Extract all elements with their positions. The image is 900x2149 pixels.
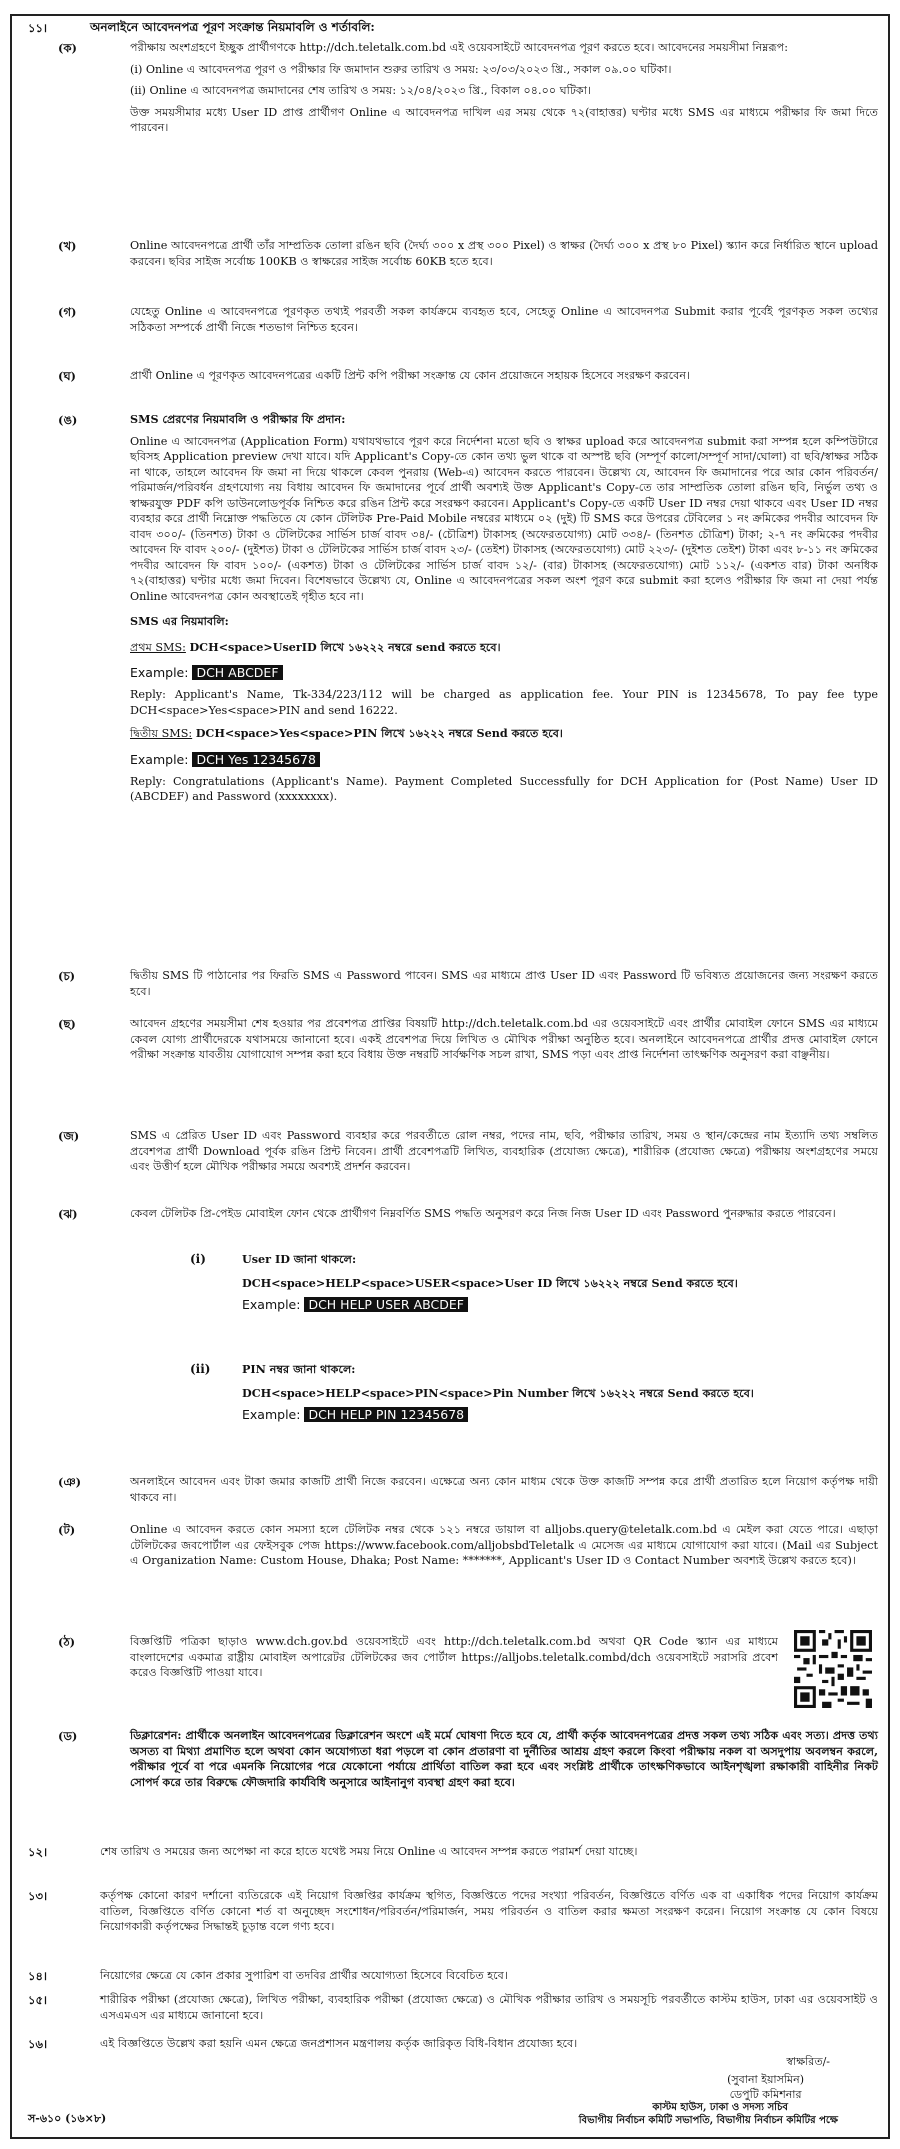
signatory-committee (579, 2115, 838, 2126)
first-sms-reply: Reply: Applicant's Name, Tk-334/223/112 will be charged as application fee. Your PIN is 12345678, To pay fee type DCH<space>Yes<space>PIN and send 16222. (130, 688, 878, 717)
sms-rules-title: SMS এর নিয়মাবলি: (130, 614, 229, 628)
item-text: Online এ আবেদনপত্র (Application Form) যথাযথভাবে পূরণ করে নির্দেশনা মতো ছবি ও স্বাক্ষর upload করে আবেদনপত্র submit করা সম্পন্ন হলে কম্পিউটারে ছবিসহ Application preview দেখা যাবে। যদি Applicant's Copy-তে কোন তথ্য ভুল থাকে বা অস্পষ্ট ছবি (সম্পূর্ণ কালো/সম্পূর্ণ সাদা/ঘোলা) বা ছবি/স্বাক্ষর সঠিক না থাকে, তাহলে আবেদন ফি জমা না দিয়ে থাকলে কেবল পুনরায় (Web-এ) আবেদন করতে পারবেন। উল্লেখ্য যে, আবেদন ফি জমাদানের পরে আর কোন পরিবর্তন/পরিমার্জন/পরিবর্ধন গ্রহণযোগ্য নয় বিধায় আবেদন ফি জমাদানের পূর্বে প্রার্থী অবশ্যই উক্ত Applicant's Copy-তে তার সাম্প্রতিক তোলা রঙিন ছবি, নির্ভুল তথ্য ও স্বাক্ষরযুক্ত PDF কপি ডাউনলোডপূর্বক নিশ্চিত করে রঙিন প্রিন্ট করে সংরক্ষণ করবেন। Applicant's Copy-তে একটি User ID নম্বর দেয়া থাকবে এবং User ID নম্বর ব্যবহার করে প্রার্থী নিম্নোক্ত পদ্ধতিতে যে কোন টেলিটক Pre-Paid Mobile নম্বরের মাধ্যমে ০২ (দুই) টি SMS করে উপরের টেবিলের ১ নং ক্রমিকের পদবীর আবেদন ফি বাবদ ৩০০/- (তিনশত) টাকা ও টেলিটকের সার্ভিস চার্জ বাবদ ৩৪/- (চৌত্রিশ) টাকাসহ (অফেরতযোগ্য) মোট ৩৩৪/- (তিনশত চৌত্রিশ) টাকা; ২-৭ নং ক্রমিকের পদবীর আবেদন ফি বাবদ ২০০/- (দুইশত) টাকা ও টেলিটকের সার্ভিস চার্জ বাবদ ২৩/- (তেইশ) টাকাসহ (অফেরতযোগ্য) মোট ২২৩/- (দুইশত তেইশ) টাকা এবং ৮-১১ নং ক্রমিকের পদবীর আবেদন ফি বাবদ ১০০/- (একশত) টাকা ও টেলিটকের সার্ভিস চার্জ বাবদ ১২/- (বার) টাকাসহ (অফেরতযোগ্য) মোট ১১২/- (একশত বার) টাকা অনধিক ৭২(বাহাত্তর) ঘণ্টার মধ্যে জমা দিবেন। বিশেষভাবে উল্লেখ্য যে, Online এ আবেদনপত্রের সকল অংশ পূরণ করে submit করা হলেও পরীক্ষার ফি জমা না দেয়া পর্যন্ত Online আবেদনপত্র কোন অবস্থাতেই গৃহীত হবে না। (130, 434, 878, 603)
qr-code-icon[interactable] (794, 1630, 872, 1708)
item-number: (ঝ) (58, 1207, 78, 1221)
item-body (130, 1522, 878, 1569)
second-sms-reply: Reply: Congratulations (Applicant's Name). Payment Completed Successfully for DCH Application for (Post Name) User ID (ABCDEF) and Password (xxxxxxxx). (130, 774, 878, 803)
signatory-committee-chair: সভাপতি, বিভাগীয় নির্বাচন কমিটির পক্ষে (675, 2115, 838, 2126)
item-number: (ঙ) (58, 413, 78, 427)
recovery-text: DCH<space>HELP<space>USER<space>User ID লিখে ১৬২২২ নম্বরে Send করতে হবে। (242, 1275, 738, 1290)
item-text: Online আবেদনপত্রে প্রার্থী তাঁর সাম্প্রতিক তোলা রঙিন ছবি (দৈর্ঘ্য ৩০০ x প্রস্থ ৩০০ Pixel) ও স্বাক্ষর (দৈর্ঘ্য ৩০০ x প্রস্থ ৮০ Pixel) স্ক্যান করে নির্ধারিত স্থানে upload করবেন। ছবির সাইজ সর্বোচ্চ 100KB ও স্বাক্ষরের সাইজ সর্বোচ্চ 60KB হতে হবে। (130, 239, 878, 268)
item-text: আবেদন গ্রহণের সময়সীমা শেষ হওয়ার পর প্রবেশপত্র প্রাপ্তির বিষয়টি http://dch.teletalk.com.bd এর ওয়েবসাইটে এবং প্রার্থীর মোবাইল ফোনে SMS এর মাধ্যমে কেবল যোগ্য প্রার্থীদেরকে যথাসময়ে জানানো হবে। একই প্রবেশপত্র দিয়ে লিখিত ও মৌখিক পরীক্ষা অনুষ্ঠিত হবে। অনলাইনে আবেদনপত্রে প্রার্থীর প্রদত্ত মোবাইল ফোনে পরীক্ষা সংক্রান্ত যাবতীয় যোগাযোগ সম্পন্ন করা হবে বিধায় উক্ত নম্বরটি সার্বক্ষণিক সচল রাখা, SMS পড়া এবং প্রাপ্ত নির্দেশনা তাৎক্ষণিক অনুসরণ করা বাঞ্ছনীয়। (130, 1017, 878, 1061)
item-text: কেবল টেলিটক প্রি-পেইড মোবাইল ফোন থেকে প্রার্থীগণ নিম্নবর্ণিত SMS পদ্ধতি অনুসরণ করে নিজ নিজ User ID এবং Password পুনরুদ্ধার করতে পারবেন। (130, 1207, 836, 1220)
first-sms-rule (130, 640, 878, 656)
section-text: এই বিজ্ঞপ্তিতে উল্লেখ করা হয়নি এমন ক্ষেত্রে জনপ্রশাসন মন্ত্রণালয় কর্তৃক জারিকৃত বিধি-বিধান প্রযোজ্য হবে। (100, 2037, 578, 2050)
signatory-designation: ডেপুটি কমিশনার (729, 2088, 802, 2101)
item-number: (খ) (58, 239, 77, 253)
section-text: কর্তৃপক্ষ কোনো কারণ দর্শানো ব্যতিরেকে এই নিয়োগ বিজ্ঞপ্তির কার্যক্রম স্থগিত, বিজ্ঞপ্তিতে পদের সংখ্যা পরিবর্তন, বিজ্ঞপ্তিতে বর্ণিত এক বা একাধিক পদের নিয়োগ কার্যক্রম বাতিল, বিজ্ঞপ্তিতে বর্ণিত কোনো শর্ত বা অনুচ্ছেদ সংশোধন/পরিবর্তন/পরিমার্জন, সময় পরিবর্তন ও বাতিল করার ক্ষমতা সংরক্ষণ করেন। নিয়োগ সংক্রান্ত যে কোন বিষয়ে নিয়োগকারী কর্তৃপক্ষের সিদ্ধান্তই চূড়ান্ত বলে গণ্য হবে। (100, 1889, 878, 1933)
recovery-example (242, 1295, 878, 1315)
example-code: DCH HELP USER ABCDEF (304, 1297, 468, 1312)
second-sms-text: DCH<space>Yes<space>PIN লিখে ১৬২২২ নম্বরে Send করতে হবে। (195, 726, 563, 740)
section-body (100, 1888, 878, 1935)
section-number: ১৪। (28, 1969, 48, 1983)
recovery-text: DCH<space>HELP<space>PIN<space>Pin Number লিখে ১৬২২২ নম্বরে Send করতে হবে। (242, 1385, 754, 1400)
example-code: DCH Yes 12345678 (192, 752, 320, 767)
signatory-office: কাস্টম হাউস, ঢাকা (652, 2102, 729, 2113)
section-body (100, 2036, 878, 2052)
second-sms-rule (130, 726, 878, 742)
item-number: (ঠ) (58, 1635, 76, 1649)
section-body (100, 1844, 878, 1860)
first-sms-example (130, 663, 878, 683)
recovery-title: User ID জানা থাকলে: (242, 1252, 357, 1266)
section-number: ১৫। (28, 1993, 48, 2007)
item-number: (জ) (58, 1129, 80, 1143)
section-title: অনলাইনে আবেদনপত্র পূরণ সংক্রান্ত নিয়মাবলি ও শর্তাবলি: (90, 20, 375, 34)
signatory-name: (সুবানা ইয়াসমিন) (727, 2073, 804, 2086)
item-text: অনলাইনে আবেদন এবং টাকা জমার কাজটি প্রার্থী নিজে করবেন। এক্ষেত্রে অন্য কোন মাধ্যম থেকে উক্ত কাজটি সম্পন্ন করে প্রার্থী প্রতারিত হলে নিয়োগ কর্তৃপক্ষ দায়ী থাকবে না। (130, 1475, 878, 1504)
section-number: ১৩। (28, 1889, 48, 1903)
item-text: পরীক্ষায় অংশগ্রহণে ইচ্ছুক প্রার্থীগণকে http://dch.teletalk.com.bd এই ওয়েবসাইটে আবেদনপত্র পূরণ করতে হবে। আবেদনের সময়সীমা নিম্নরূপ: (130, 41, 788, 54)
item-text: প্রার্থী Online এ পূরণকৃত আবেদনপত্রের একটি প্রিন্ট কপি পরীক্ষা সংক্রান্ত যে কোন প্রয়োজনে সহায়ক হিসেবে সংরক্ষণ করবেন। (130, 369, 691, 382)
item-body (130, 1128, 878, 1175)
item-text: যেহেতু Online এ আবেদনপত্রে পূরণকৃত তথ্যই পরবর্তী সকল কার্যক্রমে ব্যবহৃত হবে, সেহেতু Online এ আবেদনপত্র Submit করার পূর্বেই পূরণকৃত সকল তথ্যের সঠিকতা সম্পর্কে প্রার্থী নিজে শতভাগ নিশ্চিত হবেন। (130, 305, 878, 334)
section-body (100, 1992, 878, 2023)
second-sms-example (130, 750, 878, 770)
section-text: নিয়োগের ক্ষেত্রে যে কোন প্রকার সুপারিশ বা তদবির প্রার্থীর অযোগ্যতা হিসেবে বিবেচিত হবে। (100, 1969, 508, 1982)
item-body (130, 412, 878, 805)
item-body (130, 1206, 878, 1222)
schedule-end: (ii) Online এ আবেদনপত্র জমাদানের শেষ তারিখ ও সময়: ১২/০৪/২০২৩ খ্রি., বিকাল ০৪.০০ ঘটিকা। (130, 84, 591, 97)
section-number: ১১। (28, 21, 48, 35)
item-title: SMS প্রেরণের নিয়মাবলি ও পরীক্ষার ফি প্রদান: (130, 412, 346, 426)
signatory-office-group (652, 2102, 788, 2114)
item-body (130, 304, 878, 335)
second-sms-label: দ্বিতীয় SMS: (130, 727, 193, 740)
item-number: (ii) (190, 1362, 211, 1376)
signature-block (786, 2054, 830, 2069)
item-number: (চ) (58, 969, 76, 983)
section-text: শেষ তারিখ ও সময়ের জন্য অপেক্ষা না করে হাতে যথেষ্ট সময় নিয়ে Online এ আবেদন সম্পন্ন করতে পরামর্শ দেয়া যাচ্ছে। (100, 1845, 638, 1858)
item-number: (ছ) (58, 1017, 76, 1031)
item-number: (ঞ) (58, 1475, 82, 1489)
item-body (130, 1634, 778, 1681)
item-text-2: উক্ত সময়সীমার মধ্যে User ID প্রাপ্ত প্রার্থীগণ Online এ আবেদনপত্র দাখিল এর সময় থেকে ৭২(বাহাত্তর) ঘণ্টার মধ্যে SMS এর মাধ্যমে পরীক্ষার ফি জমা দিতে পারবেন। (130, 105, 878, 134)
item-text: দ্বিতীয় SMS টি পাঠানোর পর ফিরতি SMS এ Password পাবেন। SMS এর মাধ্যমে প্রাপ্ত User ID এবং Password টি ভবিষ্যত প্রয়োজনের জন্য সংরক্ষণ করতে হবে। (130, 969, 878, 998)
item-number: (ঘ) (58, 369, 76, 383)
item-number: (গ) (58, 305, 77, 319)
schedule-start: (i) Online এ আবেদনপত্র পূরণ ও পরীক্ষার ফি জমাদান শুরুর তারিখ ও সময়: ২৩/০৩/২০২৩ খ্রি., সকাল ০৯.০০ ঘটিকা। (130, 62, 672, 76)
print-code: স-৬১০ (১৬×৮) (28, 2112, 107, 2125)
section-number: ১৬। (28, 2037, 48, 2051)
section-number: ১২। (28, 1845, 48, 1859)
signatory-and: ও (731, 2102, 740, 2113)
example-code: DCH HELP PIN 12345678 (304, 1407, 468, 1422)
signatory (727, 2072, 804, 2102)
item-body (130, 1728, 878, 1790)
item-number: (ক) (58, 41, 77, 55)
item-body (130, 968, 878, 999)
section-text: শারীরিক পরীক্ষা (প্রযোজ্য ক্ষেত্রে), লিখিত পরীক্ষা, ব্যবহারিক পরীক্ষা (প্রযোজ্য ক্ষেত্রে) ও মৌখিক পরীক্ষার তারিখ ও সময়সূচি পরবর্তীতে কাস্টম হাউস, ঢাকা এর ওয়েবসাইট ও এসএমএস এর মাধ্যমে জানানো হবে। (100, 1993, 878, 2022)
recovery-title: PIN নম্বর জানা থাকলে: (242, 1362, 356, 1376)
item-number: (ট) (58, 1523, 76, 1537)
signatory-committee-name: বিভাগীয় নির্বাচন কমিটি (578, 2115, 673, 2126)
first-sms-text: DCH<space>UserID লিখে ১৬২২২ নম্বরে send করতে হবে। (189, 639, 501, 654)
recovery-body (242, 1252, 878, 1315)
item-number: (i) (190, 1252, 206, 1266)
first-sms-label: প্রথম SMS: (130, 640, 186, 654)
item-text: ডিক্লারেশন: প্রার্থীকে অনলাইন আবেদনপত্রের ডিক্লারেশন অংশে এই মর্মে ঘোষণা দিতে হবে যে, প্রার্থী কর্তৃক আবেদনপত্রের প্রদত্ত সকল তথ্য সঠিক এবং সত্য। প্রদত্ত তথ্য অসত্য বা মিথ্যা প্রমাণিত হলে অথবা কোন অযোগ্যতা ধরা পড়লে বা কোন প্রতারণা বা দুর্নীতির আশ্রয় গ্রহণ করলে কিংবা পরীক্ষায় নকল বা অসদুপায় অবলম্বন করলে, পরীক্ষার পূর্বে বা পরে এমনকি নিয়োগের পরে যেকোনো পর্যায়ে প্রার্থিতা বাতিল করা হবে এবং সংশ্লিষ্ট প্রার্থীকে তাৎক্ষণিকভাবে আইনশৃঙ্খলা রক্ষাকারী বাহিনীর নিকট সোপর্দ করে তার বিরুদ্ধে ফৌজদারি কার্যবিধি অনুসারে আইনানুগ ব্যবস্থা গ্রহণ করা হবে। (130, 1728, 878, 1789)
signed-label: স্বাক্ষরিত/- (786, 2055, 830, 2068)
item-body (130, 1016, 878, 1063)
item-text: SMS এ প্রেরিত User ID এবং Password ব্যবহার করে পরবর্তীতে রোল নম্বর, পদের নাম, ছবি, পরীক্ষার তারিখ, সময় ও স্থান/কেন্দ্রের নাম ইত্যাদি তথ্য সম্বলিত প্রবেশপত্র প্রার্থী Download পূর্বক রঙিন প্রিন্ট নিবেন। প্রার্থী প্রবেশপত্রটি লিখিত, ব্যবহারিক (প্রযোজ্য ক্ষেত্রে), শারীরিক (প্রযোজ্য ক্ষেত্রে) পরীক্ষায় অংশগ্রহণের সময়ে এবং উত্তীর্ণ হলে মৌখিক পরীক্ষার সময়ে অবশ্যই প্রদর্শন করবেন। (130, 1129, 878, 1173)
recovery-example (242, 1405, 878, 1425)
item-text: Online এ আবেদন করতে কোন সমস্যা হলে টেলিটক নম্বর থেকে ১২১ নম্বরে ডায়াল বা alljobs.query@teletalk.com.bd এ মেইল করা যেতে পারে। এছাড়া টেলিটকের জবপোর্টাল এর ফেইসবুক পেজ https://www.facebook.com/alljobsbdTeletalk এ মেসেজ এর মাধ্যমে যোগাযোগ করা যাবে। (Mail এর Subject এ Organization Name: Custom House, Dhaka; Post Name: *******, Applicant's User ID ও Contact Number অবশ্যই উল্লেখ করতে হবে)। (130, 1523, 878, 1567)
section-body (100, 1968, 878, 1984)
item-body (130, 40, 878, 136)
example-code: DCH ABCDEF (192, 665, 282, 680)
item-body (130, 1474, 878, 1505)
example-label: Example: (130, 665, 189, 680)
example-label: Example: (242, 1407, 301, 1422)
example-label: Example: (242, 1297, 301, 1312)
signatory-details (430, 2102, 878, 2138)
recovery-body (242, 1362, 878, 1425)
example-label: Example: (130, 751, 189, 767)
signatory-role: সদস্য সচিব (742, 2102, 788, 2113)
item-text: বিজ্ঞপ্তিটি পত্রিকা ছাড়াও www.dch.gov.bd ওয়েবসাইটে এবং http://dch.teletalk.com.bd অথবা QR Code স্ক্যান এর মাধ্যমে বাংলাদেশের একমাত্র রাষ্ট্রীয় মোবাইল অপারেটর টেলিটকের জব পোর্টাল https://alljobs.teletalk.combd/dch ওয়েবসাইটে সরাসরি প্রবেশ করেও বিজ্ঞপ্তিটি পাওয়া যাবে। (130, 1635, 778, 1679)
item-body (130, 238, 878, 269)
item-number: (ড) (58, 1729, 78, 1743)
item-body (130, 368, 878, 384)
